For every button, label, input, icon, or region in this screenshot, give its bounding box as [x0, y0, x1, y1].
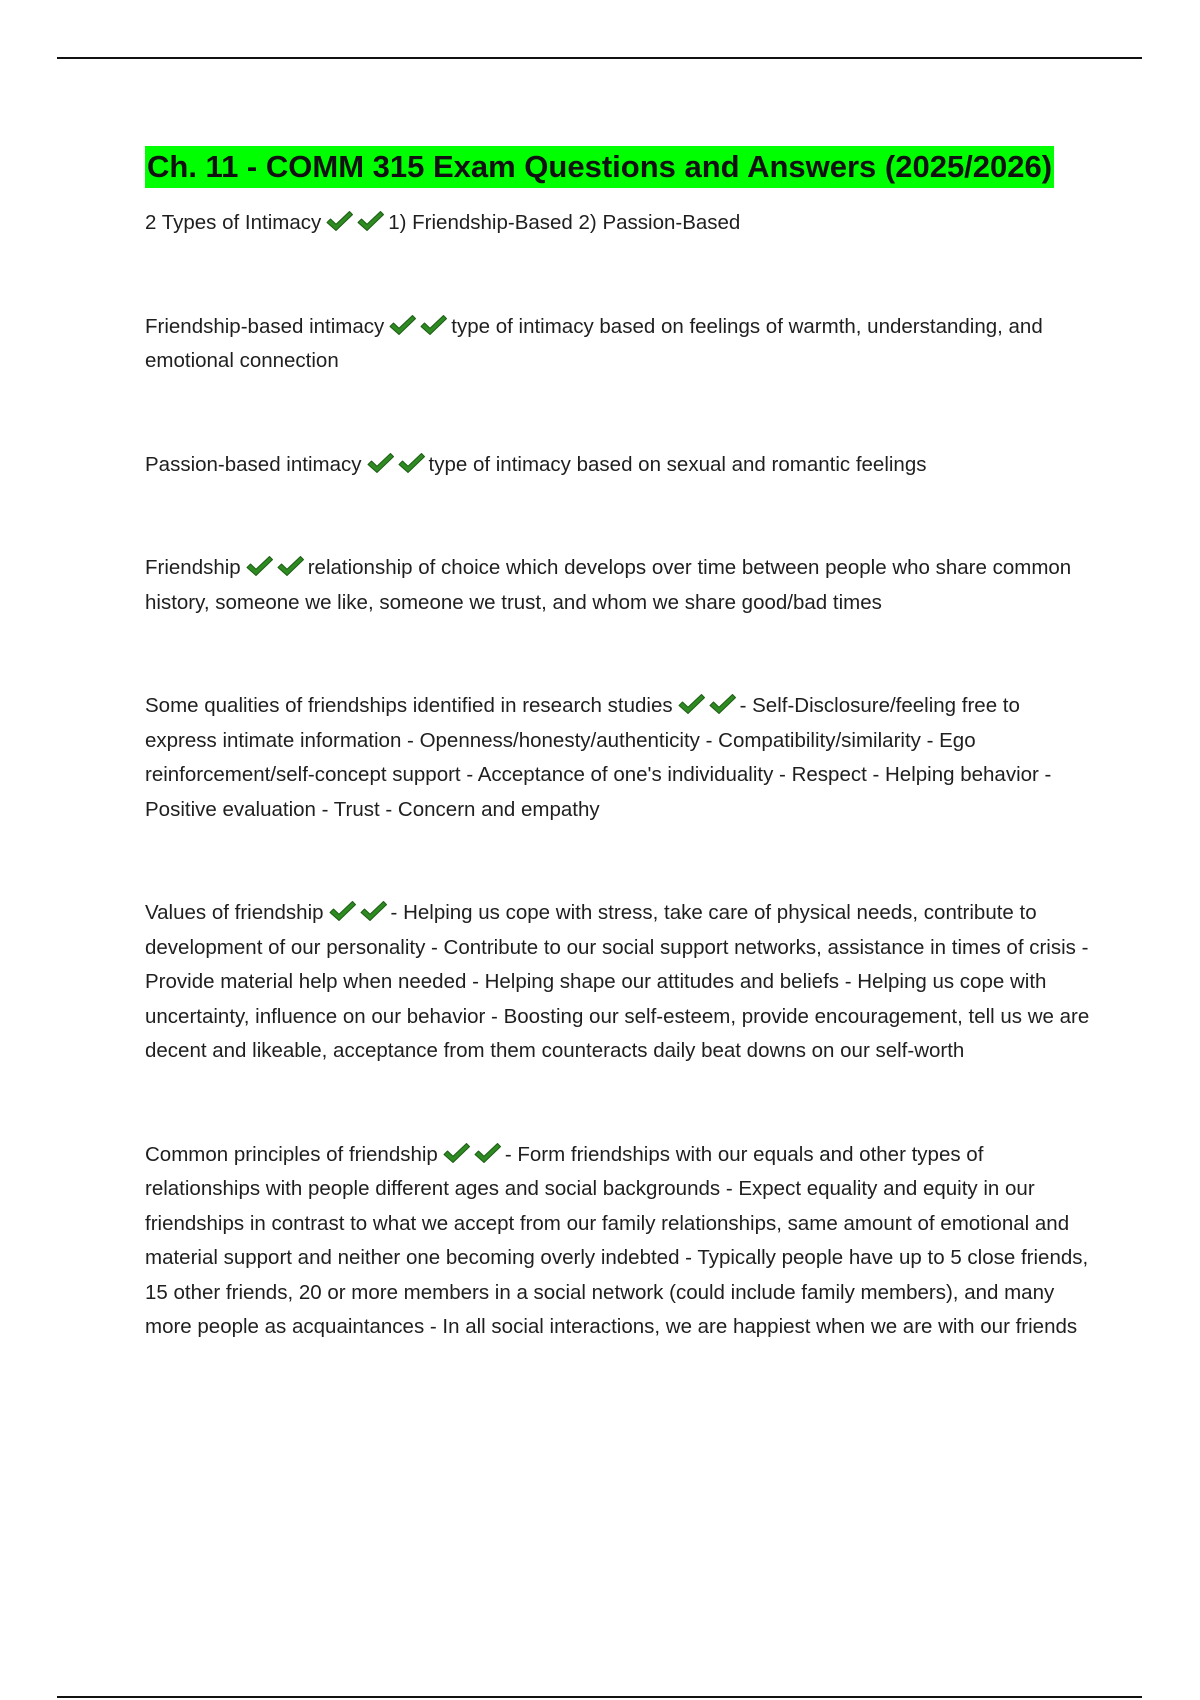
qa-term: Passion-based intimacy	[145, 452, 362, 476]
checkmark-icon	[359, 900, 388, 922]
checkmark-icon	[245, 555, 274, 577]
qa-item	[145, 551, 1090, 620]
qa-definition: relationship of choice which develops over time between people who share common history, someone we like, someone we trust, and whom we share good/bad times	[145, 556, 1072, 614]
qa-term: Values of friendship	[145, 901, 324, 924]
checkmark-icon	[328, 900, 357, 922]
qa-definition: - Self-Disclosure/feeling free to express intimate information - Openness/honesty/authenticity - Compatibility/similarity - Ego reinforcement/self-concept support - Acceptance of one's individuality - Respect - Helping behavior - Positive evaluation - Trust - Concern and empathy	[145, 694, 1052, 821]
qa-item	[145, 689, 1090, 827]
qa-term: Friendship-based intimacy	[145, 314, 385, 338]
checkmark-icon	[325, 210, 354, 232]
qa-term: Friendship	[145, 556, 241, 579]
checkmark-icon	[397, 452, 426, 474]
document-title: Ch. 11 - COMM 315 Exam Questions and Answers (2025/2026)	[145, 146, 1054, 188]
header-rule	[57, 57, 1142, 59]
qa-item	[145, 310, 1090, 379]
qa-item	[145, 206, 1090, 241]
qa-definition: - Helping us cope with stress, take care of physical needs, contribute to development of our personality - Contribute to our social support networks, assistance in times of crisis - Provide material help when needed - Helping shape our attitudes and beliefs - Helping us cope with uncertainty, influence on our behavior - Boosting our self-esteem, provide encouragement, tell us we are decent and likeable, acceptance from them counteracts daily beat downs on our self-worth	[145, 901, 1090, 1062]
qa-definition: - Form friendships with our equals and other types of relationships with people different ages and social backgrounds - Expect equality and equity in our friendships in contrast to what we accept from our family relationships, same amount of emotional and material support and neither one becoming overly indebted - Typically people have up to 5 close friends, 15 other friends, 20 or more members in a social network (could include family members), and many more people as acquaintances - In all social interactions, we are happiest when we are with our friends	[145, 1142, 1089, 1338]
checkmark-icon	[473, 1142, 502, 1164]
qa-term: 2 Types of Intimacy	[145, 211, 322, 234]
qa-definition: 1) Friendship-Based 2) Passion-Based	[388, 211, 741, 234]
document-body	[145, 146, 1090, 1345]
qa-definition: type of intimacy based on sexual and romantic feelings	[428, 452, 927, 476]
checkmark-icon	[419, 314, 448, 336]
footer-rule	[57, 1696, 1142, 1698]
qa-item	[145, 896, 1090, 1069]
qa-item	[145, 448, 1090, 483]
qa-item	[145, 1138, 1090, 1345]
checkmark-icon	[366, 452, 395, 474]
checkmark-icon	[677, 693, 706, 715]
qa-definition: type of intimacy based on feelings of warmth, understanding, and emotional connection	[145, 314, 1043, 372]
qa-term: Some qualities of friendships identified in research studies	[145, 694, 673, 717]
checkmark-icon	[356, 210, 385, 232]
qa-term: Common principles of friendship	[145, 1142, 438, 1166]
checkmark-icon	[276, 555, 305, 577]
checkmark-icon	[442, 1142, 471, 1164]
checkmark-icon	[708, 693, 737, 715]
checkmark-icon	[388, 314, 417, 336]
